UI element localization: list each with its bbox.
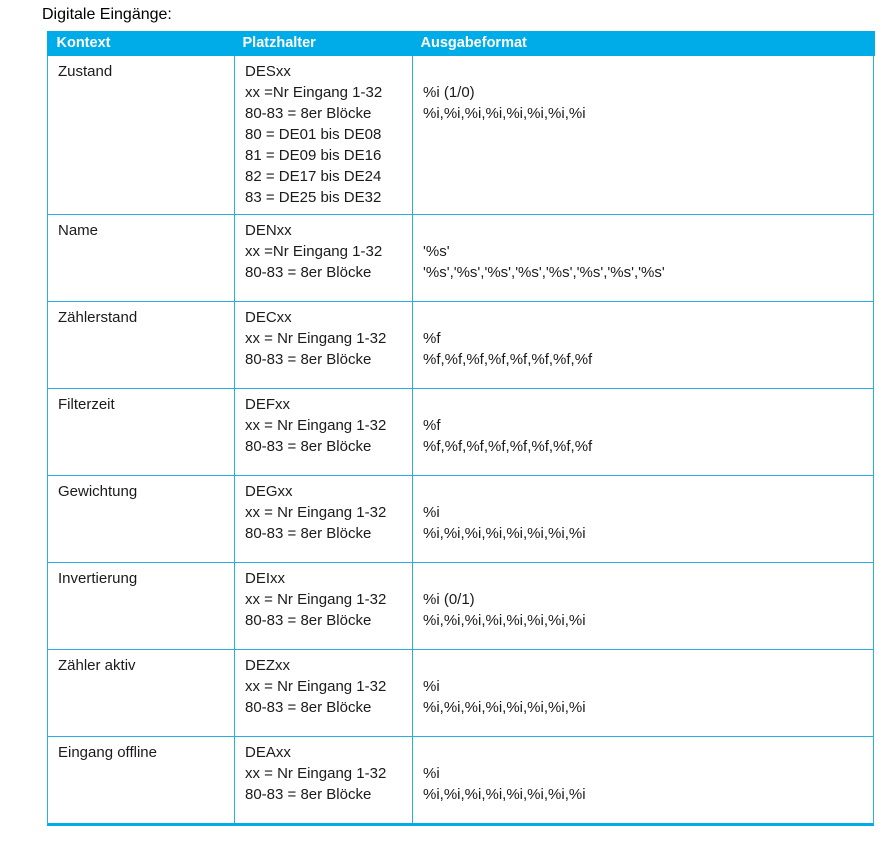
cell-kontext [48, 476, 234, 562]
platzhalter-line: xx = Nr Eingang 1-32 [245, 678, 387, 695]
table-row [48, 388, 873, 475]
table-row [48, 736, 873, 823]
table-row [48, 562, 873, 649]
ausgabeformat-line: %i,%i,%i,%i,%i,%i,%i,%i [423, 612, 586, 629]
table-row [48, 301, 873, 388]
ausgabeformat-line: %i (1/0) [423, 84, 475, 101]
cell-ausgabeformat [412, 389, 873, 475]
ausgabeformat-line: %f,%f,%f,%f,%f,%f,%f,%f [423, 438, 593, 455]
platzhalter-line: 80-83 = 8er Blöcke [245, 525, 372, 542]
cell-ausgabeformat [412, 476, 873, 562]
ausgabeformat-line: %i,%i,%i,%i,%i,%i,%i,%i [423, 525, 586, 542]
platzhalter-line: xx = Nr Eingang 1-32 [245, 591, 387, 608]
ausgabeformat-line: '%s','%s','%s','%s','%s','%s','%s','%s' [423, 264, 665, 281]
kontext-label: Gewichtung [58, 483, 138, 500]
platzhalter-line: xx = Nr Eingang 1-32 [245, 765, 387, 782]
cell-platzhalter [234, 737, 412, 823]
ausgabeformat-line: %f [423, 330, 441, 347]
ausgabeformat-line: %i [423, 765, 440, 782]
kontext-label: Invertierung [58, 570, 138, 587]
kontext-label: Filterzeit [58, 396, 115, 413]
cell-platzhalter [234, 563, 412, 649]
digital-inputs-table [47, 31, 874, 826]
kontext-label: Zählerstand [58, 309, 138, 326]
platzhalter-line: 80-83 = 8er Blöcke [245, 699, 372, 716]
platzhalter-line: DEIxx [245, 570, 286, 587]
ausgabeformat-line: %i,%i,%i,%i,%i,%i,%i,%i [423, 786, 586, 803]
platzhalter-line: DEFxx [245, 396, 290, 413]
platzhalter-line: DEAxx [245, 744, 291, 761]
cell-platzhalter [234, 215, 412, 301]
ausgabeformat-line: %i [423, 678, 440, 695]
platzhalter-line: 80-83 = 8er Blöcke [245, 105, 372, 122]
cell-kontext [48, 737, 234, 823]
cell-kontext [48, 302, 234, 388]
kontext-label: Zustand [58, 63, 113, 80]
ausgabeformat-line: '%s' [423, 243, 450, 260]
column-header-platzhalter: Platzhalter [242, 35, 316, 51]
platzhalter-line: DENxx [245, 222, 292, 239]
column-header-kontext: Kontext [56, 35, 111, 51]
page-title: Digitale Eingänge: [42, 6, 172, 23]
cell-platzhalter [234, 650, 412, 736]
platzhalter-line: 80 = DE01 bis DE08 [245, 126, 382, 143]
platzhalter-line: 80-83 = 8er Blöcke [245, 351, 372, 368]
platzhalter-line: xx = Nr Eingang 1-32 [245, 417, 387, 434]
cell-ausgabeformat [412, 215, 873, 301]
cell-ausgabeformat [412, 302, 873, 388]
ausgabeformat-line: %i [423, 504, 440, 521]
cell-kontext [48, 389, 234, 475]
cell-kontext [48, 563, 234, 649]
platzhalter-line: DEZxx [245, 657, 290, 674]
platzhalter-line: 83 = DE25 bis DE32 [245, 189, 382, 206]
platzhalter-line: 82 = DE17 bis DE24 [245, 168, 382, 185]
platzhalter-line: 81 = DE09 bis DE16 [245, 147, 382, 164]
ausgabeformat-line: %f,%f,%f,%f,%f,%f,%f,%f [423, 351, 593, 368]
ausgabeformat-line: %i,%i,%i,%i,%i,%i,%i,%i [423, 105, 586, 122]
table-row [48, 649, 873, 736]
table-row [48, 475, 873, 562]
cell-ausgabeformat [412, 56, 873, 214]
cell-platzhalter [234, 302, 412, 388]
cell-platzhalter [234, 56, 412, 214]
ausgabeformat-line: %i (0/1) [423, 591, 475, 608]
platzhalter-line: DEGxx [245, 483, 293, 500]
cell-ausgabeformat [412, 650, 873, 736]
platzhalter-line: xx = Nr Eingang 1-32 [245, 330, 387, 347]
cell-platzhalter [234, 476, 412, 562]
kontext-label: Eingang offline [58, 744, 157, 761]
cell-kontext [48, 56, 234, 214]
cell-kontext [48, 650, 234, 736]
cell-kontext [48, 215, 234, 301]
ausgabeformat-line: %i,%i,%i,%i,%i,%i,%i,%i [423, 699, 586, 716]
kontext-label: Zähler aktiv [58, 657, 136, 674]
platzhalter-line: xx =Nr Eingang 1-32 [245, 84, 383, 101]
platzhalter-line: 80-83 = 8er Blöcke [245, 612, 372, 629]
column-header-ausgabeformat: Ausgabeformat [420, 35, 527, 51]
platzhalter-line: DECxx [245, 309, 292, 326]
platzhalter-line: DESxx [245, 63, 291, 80]
table-header-row [47, 31, 875, 56]
cell-platzhalter [234, 389, 412, 475]
platzhalter-line: 80-83 = 8er Blöcke [245, 786, 372, 803]
platzhalter-line: xx =Nr Eingang 1-32 [245, 243, 383, 260]
table-row [48, 214, 873, 301]
cell-ausgabeformat [412, 737, 873, 823]
kontext-label: Name [58, 222, 99, 239]
cell-ausgabeformat [412, 563, 873, 649]
platzhalter-line: 80-83 = 8er Blöcke [245, 264, 372, 281]
table-row [48, 56, 873, 214]
platzhalter-line: xx = Nr Eingang 1-32 [245, 504, 387, 521]
platzhalter-line: 80-83 = 8er Blöcke [245, 438, 372, 455]
ausgabeformat-line: %f [423, 417, 441, 434]
